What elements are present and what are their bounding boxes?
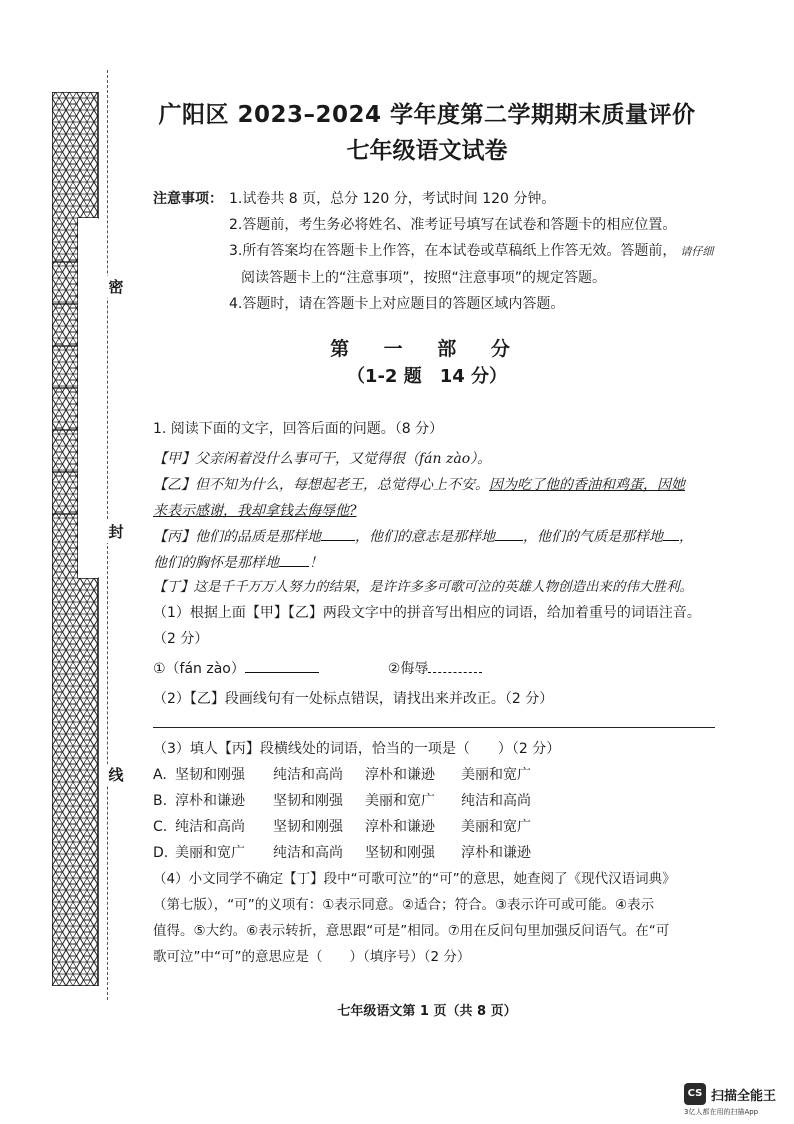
seal-char-3: 线 — [106, 764, 126, 786]
passage-yi: 【乙】但不知为什么，每想起老王，总觉得心上不安。因为吃了他的香油和鸡蛋，因她 来表示感谢，我却拿钱去侮辱他? — [153, 477, 685, 519]
seal-char-2: 封 — [106, 521, 126, 543]
fill-blank[interactable] — [663, 526, 679, 541]
passage-bing: 【丙】他们的品质是那样地 ，他们的意志是那样地 ，他们的气质是那样地 ， 他们的胸怀是那样地 ！ — [153, 524, 723, 576]
note-item: 阅读答题卡上的“注意事项”，按照“注意事项”的规定答题。 — [241, 270, 607, 286]
scanner-watermark — [684, 1083, 784, 1117]
option-row[interactable]: A. 坚韧和刚强 纯洁和高尚 淳朴和谦逊 美丽和宽广 — [153, 767, 531, 783]
answer-blank[interactable] — [245, 658, 319, 673]
notes-label: 注意事项： — [153, 191, 223, 207]
q1-sub3: （3）填人【丙】段横线处的词语，恰当的一项是（ ）（2 分） — [153, 741, 561, 757]
option-row[interactable]: D. 美丽和宽广 纯洁和高尚 坚韧和刚强 淳朴和谦逊 — [153, 845, 531, 861]
passage-jia: 【甲】父亲闲着没什么事可干，又觉得很（fán zào）。 — [153, 451, 492, 467]
scanner-logo-icon: CS — [684, 1083, 706, 1105]
exam-title: 广阳区 2023–2024 学年度第二学期期末质量评价 — [158, 102, 696, 128]
fill-blank[interactable] — [495, 526, 523, 541]
binding-pattern — [52, 92, 104, 986]
exam-subject-title: 七年级语文试卷 — [346, 138, 508, 164]
binding-strip — [52, 92, 104, 986]
fill-blank[interactable] — [321, 526, 355, 541]
q1-sub2: （2）【乙】段画线句有一处标点错误，请找出来并改正。（2 分） — [153, 691, 554, 707]
underlined-sentence: 来表示感谢，我却拿钱去侮辱他? — [153, 503, 357, 519]
option-row[interactable]: C. 纯洁和高尚 坚韧和刚强 淳朴和谦逊 美丽和宽广 — [153, 819, 531, 835]
note-item: 4.答题时，请在答题卡上对应题目的答题区域内答题。 — [229, 296, 565, 312]
page-footer: 七年级语文第 1 页（共 8 页） — [337, 1004, 517, 1019]
seal-char-1: 密 — [106, 276, 126, 298]
note-item: 2.答题前，考生务必将姓名、准考证号填写在试卷和答题卡的相应位置。 — [229, 217, 677, 233]
option-row[interactable]: B. 淳朴和谦逊 坚韧和刚强 美丽和宽广 纯洁和高尚 — [153, 793, 531, 809]
note-item: 3.所有答案均在答题卡上作答，在本试卷或草稿纸上作答无效。答题前， 请仔细 — [229, 243, 714, 259]
note-item: 1.试卷共 8 页，总分 120 分，考试时间 120 分钟。 — [229, 191, 556, 207]
answer-line[interactable] — [153, 727, 715, 728]
handwritten-note: 请仔细 — [680, 245, 714, 258]
answer-blank[interactable] — [428, 658, 482, 673]
passage-ding: 【丁】这是千千万万人努力的结果，是许许多多可歌可泣的英雄人物创造出来的伟大胜利。 — [153, 579, 693, 595]
scanner-tagline: 3亿人都在用的扫描App — [684, 1108, 759, 1116]
q1-stem: 1. 阅读下面的文字，回答后面的问题。（8 分） — [153, 421, 444, 437]
q1-options — [153, 762, 723, 866]
q1-sub1: （1）根据上面【甲】【乙】两段文字中的拼音写出相应的词语，给加着重号的词语注音。 （2 分） — [153, 605, 701, 647]
underlined-sentence: 因为吃了他的香油和鸡蛋，因她 — [489, 477, 685, 493]
part-subtitle: （1-2 题 14 分） — [346, 366, 508, 387]
part-title: 第 一 部 分 — [330, 338, 524, 360]
fill-blank[interactable] — [279, 552, 309, 567]
notes-section — [153, 186, 753, 317]
scanner-brand: 扫描全能王 — [711, 1089, 777, 1104]
q1-sub4: （4）小文同学不确定【丁】段中“可歌可泣”的“可”的意思，她查阅了《现代汉语词典》 （第七版），“可”的义项有：①表示同意。②适合；符合。③表示许可或可能。④表示 值得。⑤大约。⑥表示转折，意思跟“可是”相同。⑦用在反问句里加强反问语气。在“可 歌可泣”中“可”的意思应是（ ）（填序号）（2 分） — [153, 871, 676, 965]
q1-sub1-answers: ①（fán zào） ②侮辱 — [153, 656, 723, 682]
